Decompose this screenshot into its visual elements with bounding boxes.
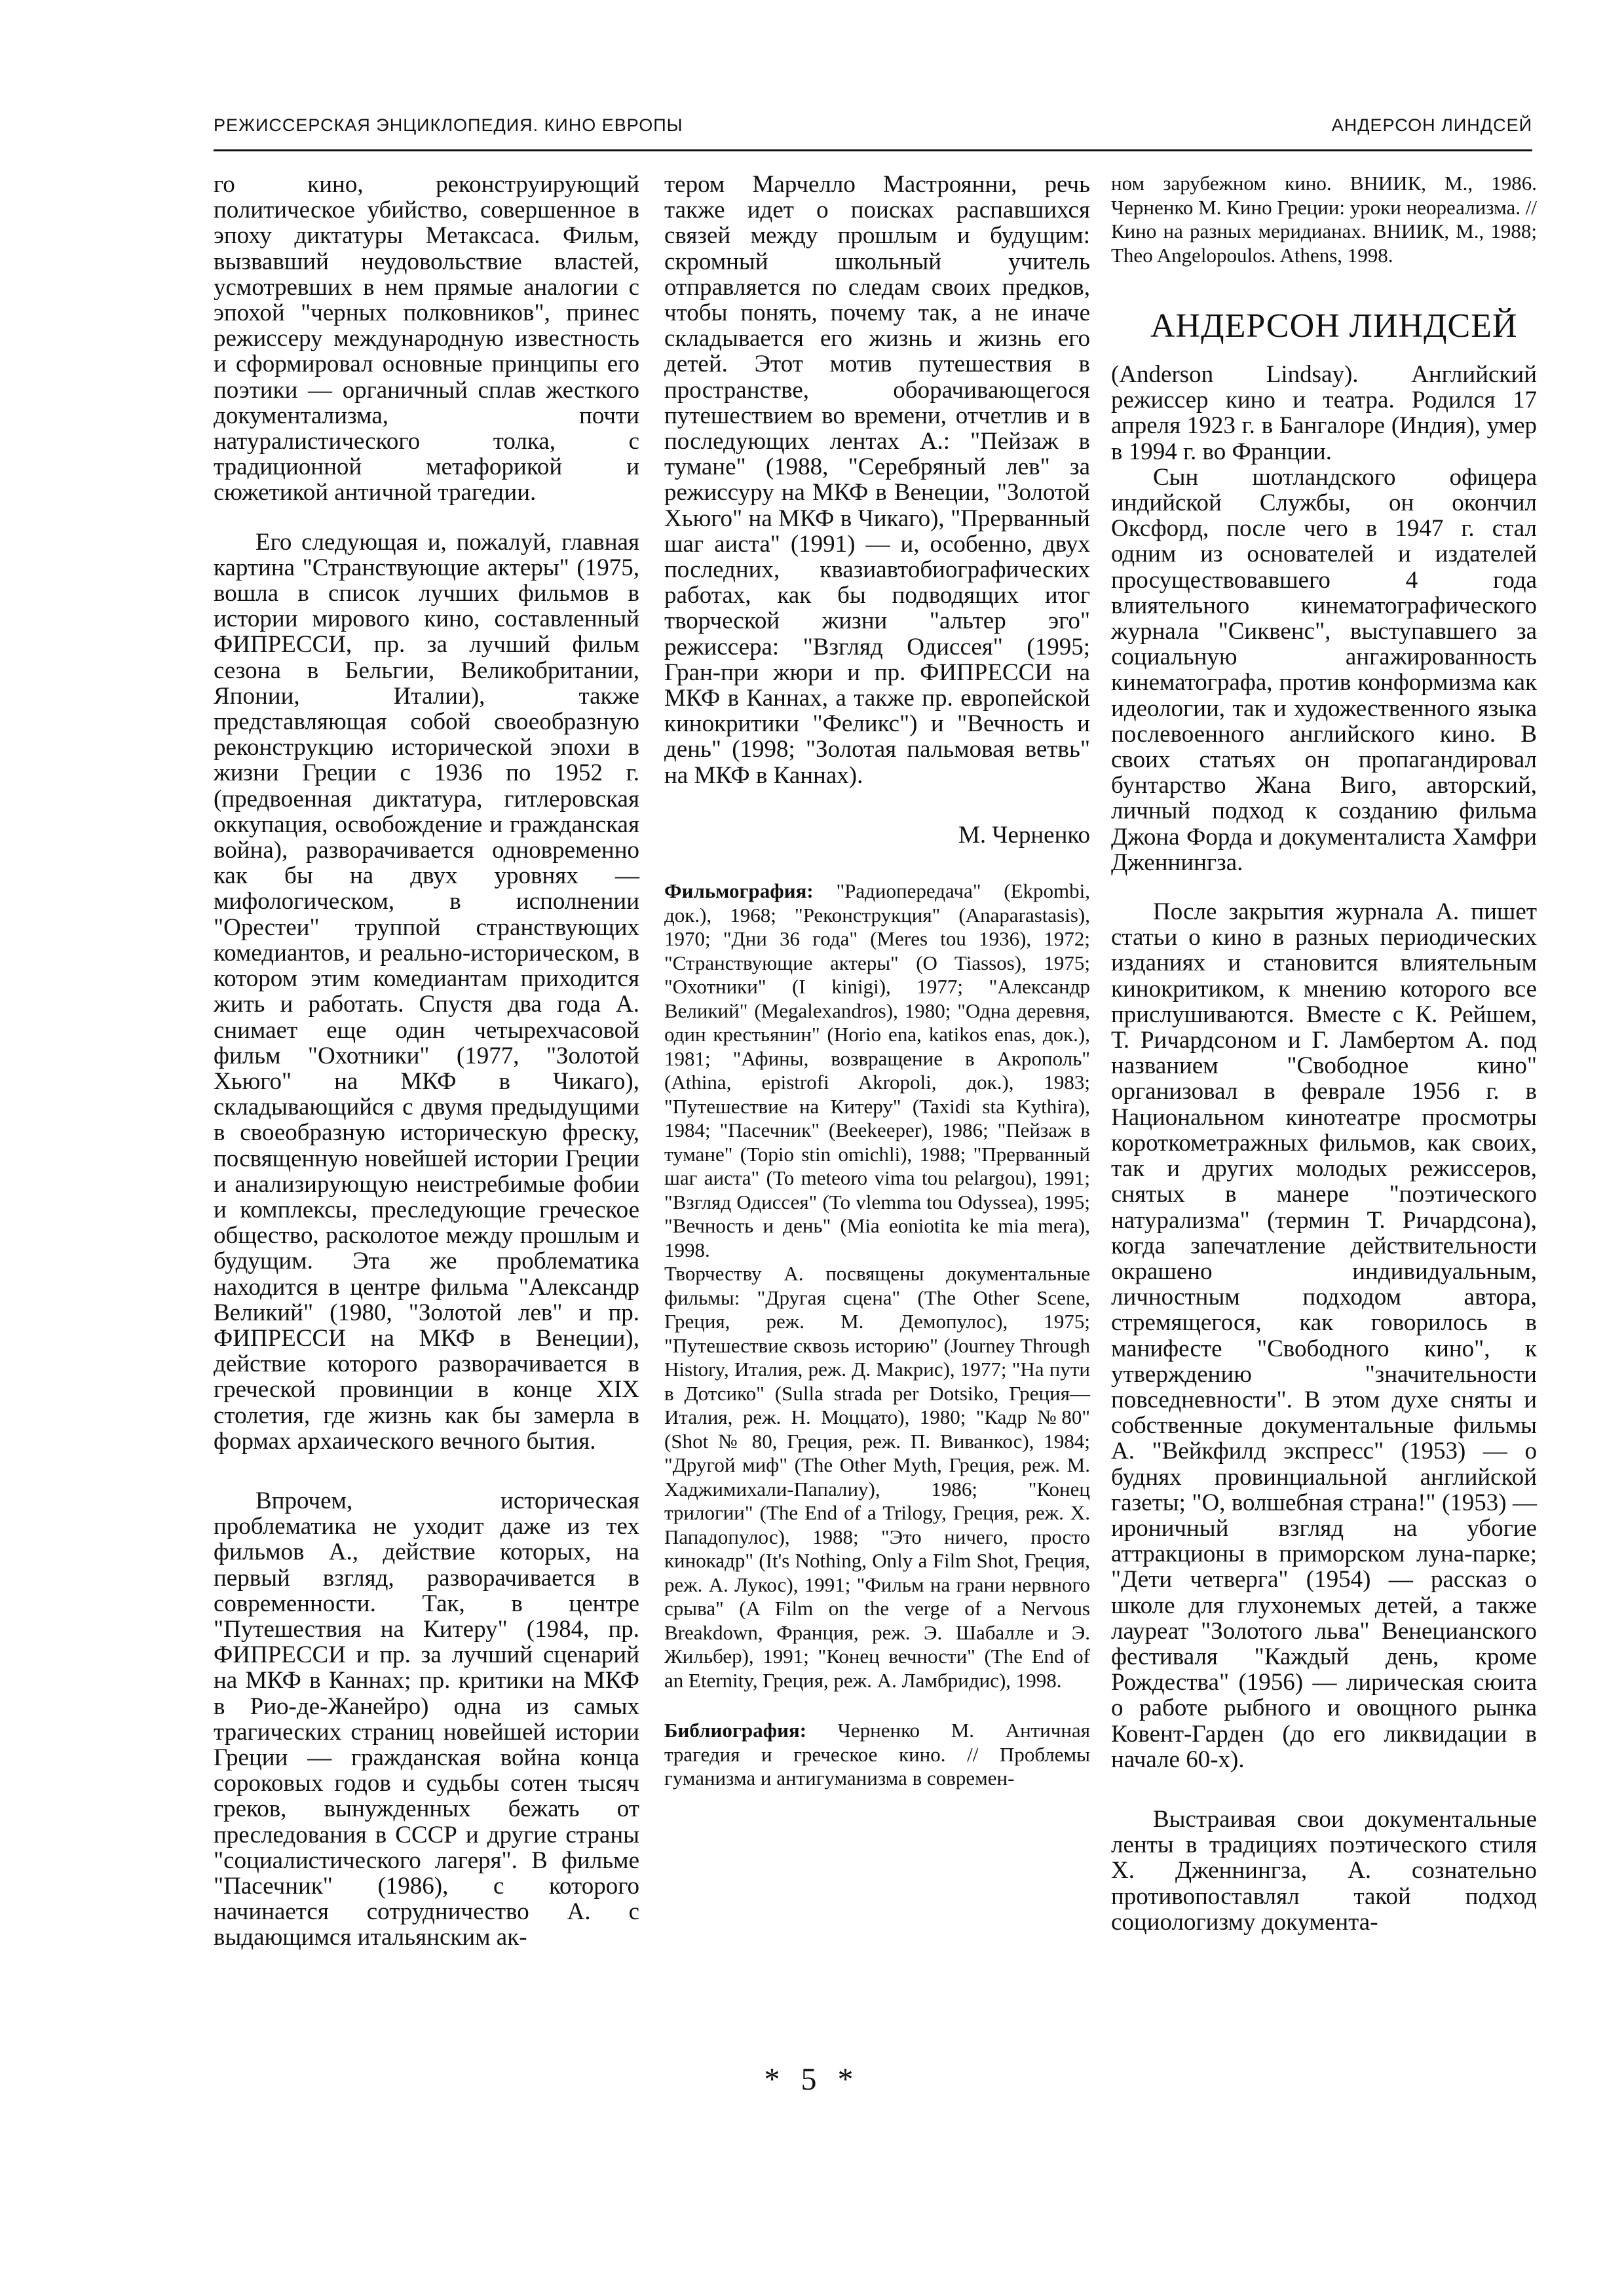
column-1 (214, 172, 639, 1951)
header-rule (214, 149, 1532, 151)
bibliography-continued (1111, 172, 1537, 267)
bibliography (664, 1719, 1090, 1791)
paragraph: После закрытия журнала А. пишет статьи о кино в разных периодических изданиях и становится влиятельным кинокритиком, к мнению которого все прислушиваются. Вместе с К. Рейшем, Т. Ричардсоном и Г. Ламбертом А. под названием "Свободное кино" организовал в феврале 1956 г. в Национальном кинотеатре просмотры короткометражных фильмов, как своих, так и других молодых режиссеров, снятых в манере "поэтического натурализма" (термин Т. Ричардсона), когда запечатление действительности окрашено индивидуальным, личностным подходом автора, стремящегося, как говорилось в манифесте "Свободного кино", к утверждению "значительности повседневности". В этом духе сняты и собственные документальные фильмы А. "Вейкфилд экспресс" (1953) — о буднях провинциальной английской газеты; "О, волшебная страна!" (1953) — ироничный взгляд на убогие аттракционы в приморском луна-парке; "Дети четверга" (1954) — рассказ о школе для глухонемых детей, а также лауреат "Золотого льва" Венецианского фестиваля "Каждый день, кроме Рождества" (1956) — лирическая сюита о работе рыбного и овощного рынка Ковент-Гарден (до его ликвидации в начале 60-х). (1111, 898, 1537, 1773)
paragraph: Сын шотландского офицера индийской Службы, он окончил Оксфорд, после чего в 1947 г. стал одним из основателей и издателей просуществовавшего 4 года влиятельного кинематографического журнала "Сиквенс", выступавшего за социальную ангажированность кинематографа, против конформизма как идеологии, так и художественного языка послевоенного английского кино. В своих статьях он пропагандировал бунтарство Жана Виго, авторский, личный подход к созданию фильма Джона Форда и документалиста Хамфри Дженнингза. (1111, 463, 1537, 876)
entry-title: АНДЕРСОН ЛИНДСЕЙ (1150, 307, 1518, 345)
header-entry-name: АНДЕРСОН ЛИНДСЕЙ (1331, 115, 1532, 135)
paragraph: Выстраивая свои документальные ленты в традициях поэтического стиля Х. Дженнингза, А. сознательно противопоставлял такой подход социологизму документа- (1111, 1805, 1537, 1936)
bibliography-continued-text: ном зарубежном кино. ВНИИК, М., 1986. Черненко М. Кино Греции: уроки неореализма. // Кино на разных меридианах. ВНИИК, М., 1988; Theo Angelopoulos. Athens, 1998. (1111, 172, 1537, 267)
column-3 (1111, 172, 1537, 1935)
header-book-title: РЕЖИССЕРСКАЯ ЭНЦИКЛОПЕДИЯ. КИНО ЕВРОПЫ (214, 115, 683, 135)
filmography-block (664, 879, 1090, 1791)
paragraph: (Anderson Lindsay). Английский режиссер кино и театра. Родился 17 апреля 1923 г. в Бангалоре (Индия), умер в 1994 г. во Франции. (1111, 361, 1537, 465)
paragraph: Впрочем, историческая проблематика не уходит даже из тех фильмов А., действие которых, на первый взгляд, разворачивается в современности. Так, в центре "Путешествия на Китеру" (1984, пр. ФИПРЕССИ и пр. за лучший сценарий на МКФ в Каннах; пр. критики на МКФ в Рио-де-Жанейро) одна из самых трагических страниц новейшей истории Греции — гражданская война конца сороковых годов и судьбы сотен тысяч греков, вынужденных бежать от преследования в СССР и другие страны "социалистического лагеря". В фильме "Пасечник" (1986), с которого начинается сотрудничество А. с выдающимся итальянским ак- (214, 1487, 639, 1951)
running-header (214, 115, 1532, 142)
documentaries-text: Творчеству А. посвящены документальные фильмы: "Другая сцена" (The Other Scene, Греция, реж. М. Демопулос), 1975; "Путешествие сквозь историю" (Journey Through History, Италия, реж. Д. Макрис), 1977; "На пути в Дотсико" (Sulla strada per Dotsiko, Греция—Италия, реж. Н. Моццато), 1980; "Кадр №80" (Shot № 80, Греция, реж. П. Виванкос), 1984; "Другой миф" (The Other Myth, Греция, реж. М. Хаджимихали-Папалиу), 1986; "Конец трилогии" (The End of a Trilogy, Греция, реж. Х. Пападопулос), 1988; "Это ничего, просто кинокадр" (It's Nothing, Only a Film Shot, Греция, реж. А. Лукос), 1991; "Фильм на грани нервного срыва" (A Film on the verge of a Nervous Breakdown, Франция, реж. Э. Шабалле и Э. Жильбер), 1991; "Конец вечности" (The End of an Eternity, Греция, реж. А. Ламбридис), 1998. (664, 1262, 1090, 1692)
page-number: * 5 * (764, 2062, 860, 2097)
paragraph: Его следующая и, пожалуй, главная картина "Странствующие актеры" (1975, вошла в список лучших фильмов в истории мирового кино, составленный ФИПРЕССИ, пр. за лучший фильм сезона в Бельгии, Великобритании, Японии, Италии), также представляющая собой своеобразную реконструкцию исторической эпохи в жизни Греции с 1936 по 1952 г. (предвоенная диктатура, гитлеровская оккупация, освобождение и гражданская война), разворачивается одновременно как бы на двух уровнях — мифологическом, в исполнении "Орестеи" труппой странствующих комедиантов, и реально-историческом, в котором этим комедиантам приходится жить и работать. Спустя два года А. снимает еще один четырехчасовой фильм "Охотники" (1977, "Золотой Хьюго" на МКФ в Чикаго), складывающийся с двумя предыдущими в своеобразную историческую фреску, посвященную новейшей истории Греции и анализирующую неистребимые фобии и комплексы, преследующие греческое общество, расколотое между прошлым и будущим. Эта же проблематика находится в центре фильма "Александр Великий" (1980, "Золотой лев" и пр. ФИПРЕССИ на МКФ в Венеции), действие которого разворачивается в греческой провинции в конце XIX столетия, где жизнь как бы замерла в формах архаического вечного бытия. (214, 528, 639, 1455)
column-2 (664, 172, 1090, 1791)
filmography (664, 879, 1090, 1262)
filmography-label: Фильмография: (664, 879, 814, 903)
filmography-text: "Радиопередача" (Ekpombi, док.), 1968; "Реконструкция" (Anaparastasis), 1970; "Дни 36 года" (Meres tou 1936), 1972; "Странствующие актеры" (O Tiassos), 1975; "Охотники" (I kinigi), 1977; "Александр Великий" (Megalexandros), 1980; "Одна деревня, один крестьянин" (Horio ena, katikos enas, док.), 1981; "Афины, возвращение в Акрополь" (Athina, epistrofi Akropoli, док.), 1983; "Путешествие на Китеру" (Taxidi sta Kythira), 1984; "Пасечник" (Beekeeper), 1986; "Пейзаж в тумане" (Topio stin omichli), 1988; "Прерванный шаг аиста" (To meteoro vima tou pelargou), 1991; "Взгляд Одиссея" (To vlemma tou Odyssea), 1995; "Вечность и день" (Mia eoniotita ke mia mera), 1998. (664, 879, 1091, 1261)
paragraph: го кино, реконструирующий политическое убийство, совершенное в эпоху диктатуры Метаксаса. Фильм, вызвавший неудовольствие властей, усмотревших в нем прямые аналогии с эпохой "черных полковников", принес режиссеру международную известность и сформировал основные принципы его поэтики — органичный сплав жесткого документализма, почти натуралистического толка, с традиционной метафорикой и сюжетикой античной трагедии. (214, 171, 639, 507)
bibliography-text: Черненко М. Античная трагедия и греческое кино. // Проблемы гуманизма и антигуманизма в современ- (664, 1719, 1090, 1790)
bibliography-label: Библиография: (664, 1719, 807, 1742)
author-signature: М. Черненко (958, 821, 1090, 849)
paragraph: тером Марчелло Мастроянни, речь также идет о поисках распавшихся связей между прошлым и будущим: скромный школьный учитель отправляется по следам своих предков, чтобы понять, почему так, а не иначе складывается его жизнь и жизнь его детей. Этот мотив путешествия в пространстве, оборачивающегося путешествием во времени, отчетлив и в последующих лентах А.: "Пейзаж в тумане" (1988, "Серебряный лев" за режиссуру на МКФ в Венеции, "Золотой Хьюго" на МКФ в Чикаго), "Прерванный шаг аиста" (1991) — и, особенно, двух последних, квазиавтобиографических работах, как бы подводящих итог творческой жизни "альтер эго" режиссера: "Взгляд Одиссея" (1995; Гран-при жюри и пр. ФИПРЕССИ на МКФ в Каннах, а также пр. европейской кинокритики "Феликс") и "Вечность и день" (1998; "Золотая пальмовая ветвь" на МКФ в Каннах). (664, 171, 1090, 789)
